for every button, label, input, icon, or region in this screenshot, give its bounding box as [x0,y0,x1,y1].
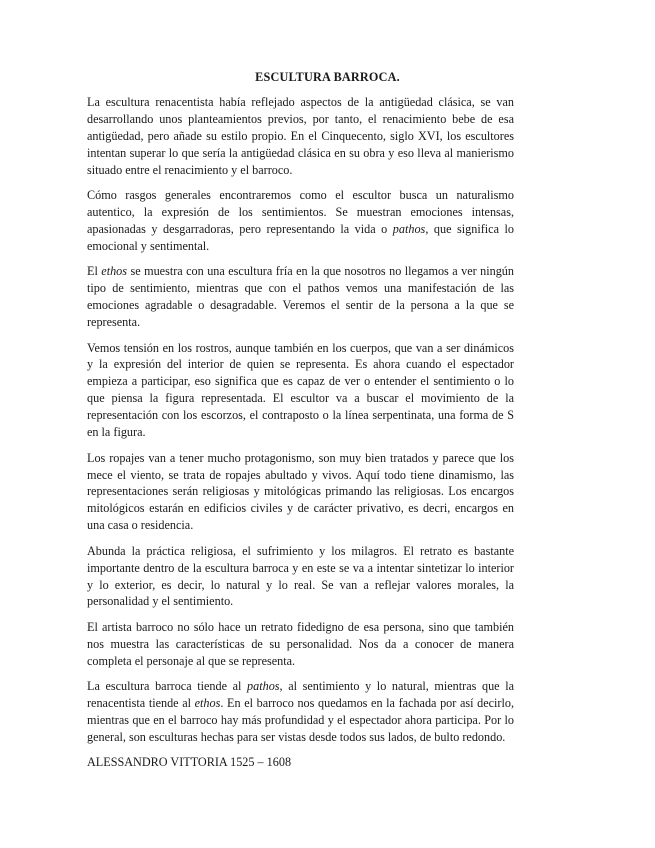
paragraph-text: La escultura renacentista había reflejado aspectos de la antigüedad clásica, se van desarrollando unos planteamientos previos, por tanto, el renacimiento bebe de esa antigüedad, pero añade su estilo propio. En el Cinquecento, siglo XVI, los escultores intentan superar lo que sería la antigüedad clásica en su obra y eso lleva al manierismo situado entre el renacimiento y el barroco. [87,95,514,177]
italic-term: pathos [392,221,426,236]
paragraph-5 [87,450,514,535]
document-body [87,94,514,771]
paragraph-text: Abunda la práctica religiosa, el sufrimiento y los milagros. El retrato es bastante importante dentro de la escultura barroca y en este se va a intentar sintetizar lo interior y lo exterior, es decir, lo natural y lo real. Se van a reflejar valores morales, la personalidad y el sentimiento. [87,543,514,609]
italic-term: ethos [101,264,128,279]
paragraph-8 [87,678,514,746]
section-heading-artist: ALESSANDRO VITTORIA 1525 – 1608 [87,755,292,770]
paragraph-text: La escultura barroca tiende al [87,679,248,694]
page-title: ESCULTURA BARROCA. [255,70,400,84]
paragraph-text: Vemos tensión en los rostros, aunque también en los cuerpos, que van a ser dinámicos y la expresión del interior de quien se representa. Es ahora cuando el espectador empieza a participar, eso significa que es capaz de ver o entender el sentimiento o lo que piensa la figura representada. El escultor va a buscar el movimiento de la representación con los escorzos, el contraposto o la línea serpentinata, una forma de S en la figura. [87,340,514,440]
paragraph-4 [87,340,514,441]
paragraph-text: Cómo rasgos generales encontraremos como el escultor busca un naturalismo autentico, la expresión de los sentimientos. Se muestran emociones intensas, apasionadas y desgarradoras, pero representando la vida o [87,188,514,236]
paragraph-text: Los ropajes van a tener mucho protagonismo, son muy bien tratados y parece que los mece el viento, se trata de ropajes abultado y vivos. Aquí todo tiene dinamismo, las representaciones serán religiosas y mitológicas primando las religiosas. Los encargos mitológicos estarán en edificios civiles y de carácter privativo, es decri, encargos en una casa o residencia. [87,450,514,533]
paragraph-text: El artista barroco no sólo hace un retrato fidedigno de esa persona, sino que también nos muestra las características de su personalidad. Nos da a conocer de manera completa el personaje al que se representa. [87,619,514,668]
paragraph-7 [87,619,514,670]
paragraph-2 [87,187,514,255]
italic-term: ethos [194,696,221,711]
paragraph-text: . En el barroco nos quedamos en la fachada por así decirlo, mientras que en el barroco hay más profundidad y el espectador ahora participa. Por lo general, son esculturas hechas para ser vistas desde todos sus lados, de bulto redondo. [87,696,514,744]
paragraph-6 [87,543,514,611]
paragraph-3 [87,263,514,331]
paragraph-text: , que significa lo emocional y sentimental. [87,221,514,253]
paragraph-text: , al sentimiento y lo natural, mientras que la renacentista tiende al [87,679,514,711]
paragraph-text: se muestra con una escultura fría en la que nosotros no llegamos a ver ningún tipo de sentimiento, mientras que con el pathos vemos una manifestación de las emociones agradable o desagradable. Veremos el sentir de la persona a la que se representa. [87,264,514,330]
paragraph-1 [87,94,514,179]
italic-term: pathos [247,679,280,694]
paragraph-text: El [87,264,102,279]
